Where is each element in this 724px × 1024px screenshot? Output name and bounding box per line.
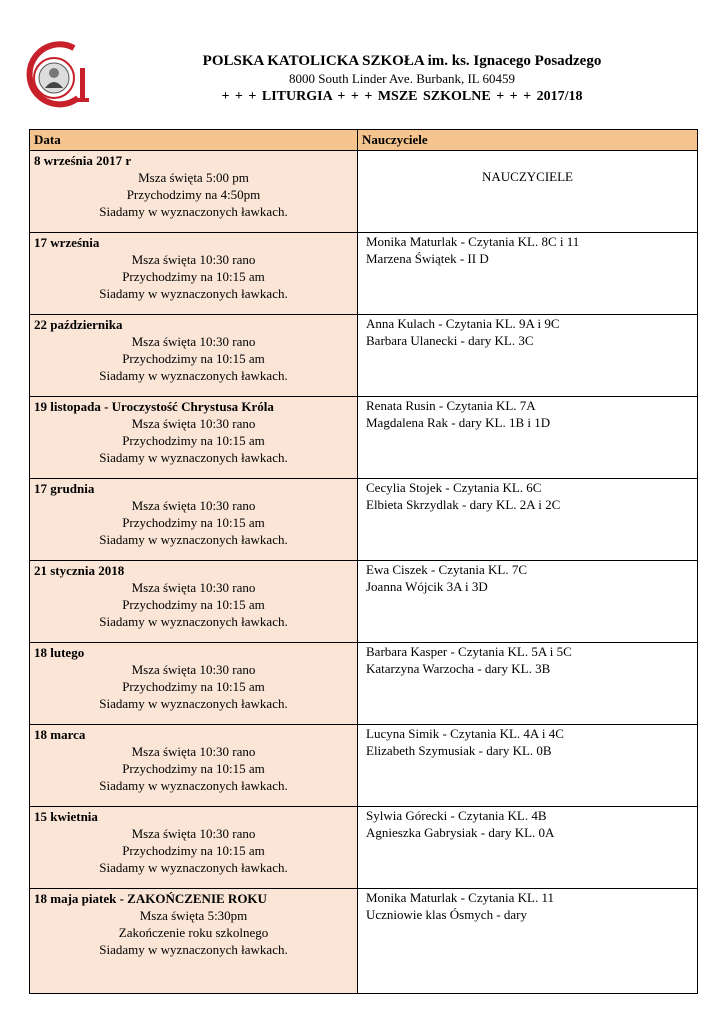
table-row	[30, 479, 698, 561]
mass-detail-line: Msza święta 10:30 rano	[131, 334, 256, 349]
mass-date: 15 kwietnia	[34, 809, 98, 824]
mass-detail-line: Msza święta 5:00 pm	[138, 170, 249, 185]
date-cell	[30, 807, 358, 889]
date-cell	[30, 725, 358, 807]
mass-date: 18 lutego	[34, 645, 85, 660]
table-row	[30, 233, 698, 315]
mass-detail-line: Przychodzimy na 10:15 am	[122, 843, 265, 858]
mass-detail-line: Msza święta 10:30 rano	[131, 416, 256, 431]
teacher-assignment: NAUCZYCIELE	[482, 169, 573, 184]
date-cell	[30, 889, 358, 994]
date-cell	[30, 151, 358, 233]
mass-detail-line: Msza święta 10:30 rano	[131, 252, 256, 267]
teachers-cell	[358, 397, 698, 479]
mass-date: 22 października	[34, 317, 123, 332]
mass-detail-line: Msza święta 5:30pm	[139, 908, 248, 923]
teachers-cell	[358, 807, 698, 889]
teachers-cell	[358, 561, 698, 643]
teacher-assignment: Monika Maturlak - Czytania KL. 8C i 11	[366, 234, 580, 249]
mass-detail-line: Przychodzimy na 10:15 am	[122, 761, 265, 776]
date-cell	[30, 561, 358, 643]
teachers-cell	[358, 889, 698, 994]
teacher-assignment: Agnieszka Gabrysiak - dary KL. 0A	[366, 825, 555, 840]
teacher-assignment: Elbieta Skrzydlak - dary KL. 2A i 2C	[366, 497, 561, 512]
mass-detail-line: Przychodzimy na 4:50pm	[126, 187, 261, 202]
teacher-assignment: Joanna Wójcik 3A i 3D	[366, 579, 488, 594]
date-cell	[30, 479, 358, 561]
mass-detail-line: Msza święta 10:30 rano	[131, 826, 256, 841]
school-name: POLSKA KATOLICKA SZKOŁA im. ks. Ignacego Posadzego	[202, 53, 602, 69]
teacher-assignment: Lucyna Simik - Czytania KL. 4A i 4C	[366, 726, 564, 741]
column-header-date: Data	[30, 130, 358, 151]
mass-date: 17 grudnia	[34, 481, 95, 496]
school-seal-logo	[24, 40, 90, 116]
table-row	[30, 151, 698, 233]
mass-detail-line: Siadamy w wyznaczonych ławkach.	[99, 204, 288, 219]
mass-detail-line: Siadamy w wyznaczonych ławkach.	[99, 368, 288, 383]
teacher-assignment: Marzena Świątek - II D	[366, 251, 489, 266]
mass-detail-line: Siadamy w wyznaczonych ławkach.	[99, 532, 288, 547]
date-cell	[30, 643, 358, 725]
mass-detail-line: Przychodzimy na 10:15 am	[122, 679, 265, 694]
mass-date: 21 stycznia 2018	[34, 563, 125, 578]
table-row	[30, 397, 698, 479]
teachers-cell	[358, 725, 698, 807]
mass-date: 18 maja piatek - ZAKOŃCZENIE ROKU	[34, 891, 267, 906]
date-cell	[30, 233, 358, 315]
date-cell	[30, 397, 358, 479]
mass-detail-line: Msza święta 10:30 rano	[131, 498, 256, 513]
mass-detail-line: Przychodzimy na 10:15 am	[122, 269, 265, 284]
date-cell	[30, 315, 358, 397]
document-subtitle: + + + LITURGIA + + + MSZE SZKOLNE + + + 2017/18	[221, 89, 583, 104]
mass-date: 8 września 2017 r	[34, 153, 132, 168]
mass-detail-line: Siadamy w wyznaczonych ławkach.	[99, 614, 288, 629]
teacher-assignment: Barbara Ulanecki - dary KL. 3C	[366, 333, 534, 348]
teacher-assignment: Monika Maturlak - Czytania KL. 11	[366, 890, 554, 905]
mass-schedule-table	[29, 129, 698, 994]
teacher-assignment: Cecylia Stojek - Czytania KL. 6C	[366, 480, 542, 495]
teacher-assignment: Katarzyna Warzocha - dary KL. 3B	[366, 661, 551, 676]
mass-detail-line: Siadamy w wyznaczonych ławkach.	[99, 942, 288, 957]
teacher-assignment: Anna Kulach - Czytania KL. 9A i 9C	[366, 316, 560, 331]
teacher-assignment: Barbara Kasper - Czytania KL. 5A i 5C	[366, 644, 572, 659]
teacher-assignment: Uczniowie klas Ósmych - dary	[366, 907, 528, 922]
mass-detail-line: Siadamy w wyznaczonych ławkach.	[99, 778, 288, 793]
column-header-teachers: Nauczyciele	[358, 130, 698, 151]
teacher-assignment: Elizabeth Szymusiak - dary KL. 0B	[366, 743, 552, 758]
mass-detail-line: Siadamy w wyznaczonych ławkach.	[99, 286, 288, 301]
teachers-cell	[358, 643, 698, 725]
mass-detail-line: Msza święta 10:30 rano	[131, 744, 256, 759]
table-row	[30, 889, 698, 994]
teachers-cell	[358, 233, 698, 315]
school-address: 8000 South Linder Ave. Burbank, IL 60459	[288, 71, 516, 86]
mass-detail-line: Msza święta 10:30 rano	[131, 580, 256, 595]
mass-date: 17 września	[34, 235, 100, 250]
table-row	[30, 725, 698, 807]
mass-date: 18 marca	[34, 727, 86, 742]
mass-detail-line: Przychodzimy na 10:15 am	[122, 515, 265, 530]
table-row	[30, 643, 698, 725]
mass-date: 19 listopada - Uroczystość Chrystusa Króla	[34, 399, 274, 414]
mass-detail-line: Msza święta 10:30 rano	[131, 662, 256, 677]
mass-detail-line: Przychodzimy na 10:15 am	[122, 597, 265, 612]
mass-detail-line: Siadamy w wyznaczonych ławkach.	[99, 450, 288, 465]
teachers-cell	[358, 315, 698, 397]
table-row	[30, 315, 698, 397]
mass-detail-line: Przychodzimy na 10:15 am	[122, 351, 265, 366]
table-header-row	[30, 130, 698, 151]
teacher-assignment: Magdalena Rak - dary KL. 1B i 1D	[366, 415, 551, 430]
teacher-assignment: Ewa Ciszek - Czytania KL. 7C	[366, 562, 528, 577]
teacher-assignment: Renata Rusin - Czytania KL. 7A	[366, 398, 536, 413]
mass-detail-line: Zakończenie roku szkolnego	[118, 925, 269, 940]
mass-detail-line: Siadamy w wyznaczonych ławkach.	[99, 860, 288, 875]
mass-detail-line: Siadamy w wyznaczonych ławkach.	[99, 696, 288, 711]
mass-detail-line: Przychodzimy na 10:15 am	[122, 433, 265, 448]
table-row	[30, 561, 698, 643]
school-seal-icon	[24, 40, 90, 116]
teachers-cell	[358, 479, 698, 561]
table-row	[30, 807, 698, 889]
teachers-cell	[358, 151, 698, 233]
document-header	[100, 52, 704, 106]
teacher-assignment: Sylwia Górecki - Czytania KL. 4B	[366, 808, 547, 823]
